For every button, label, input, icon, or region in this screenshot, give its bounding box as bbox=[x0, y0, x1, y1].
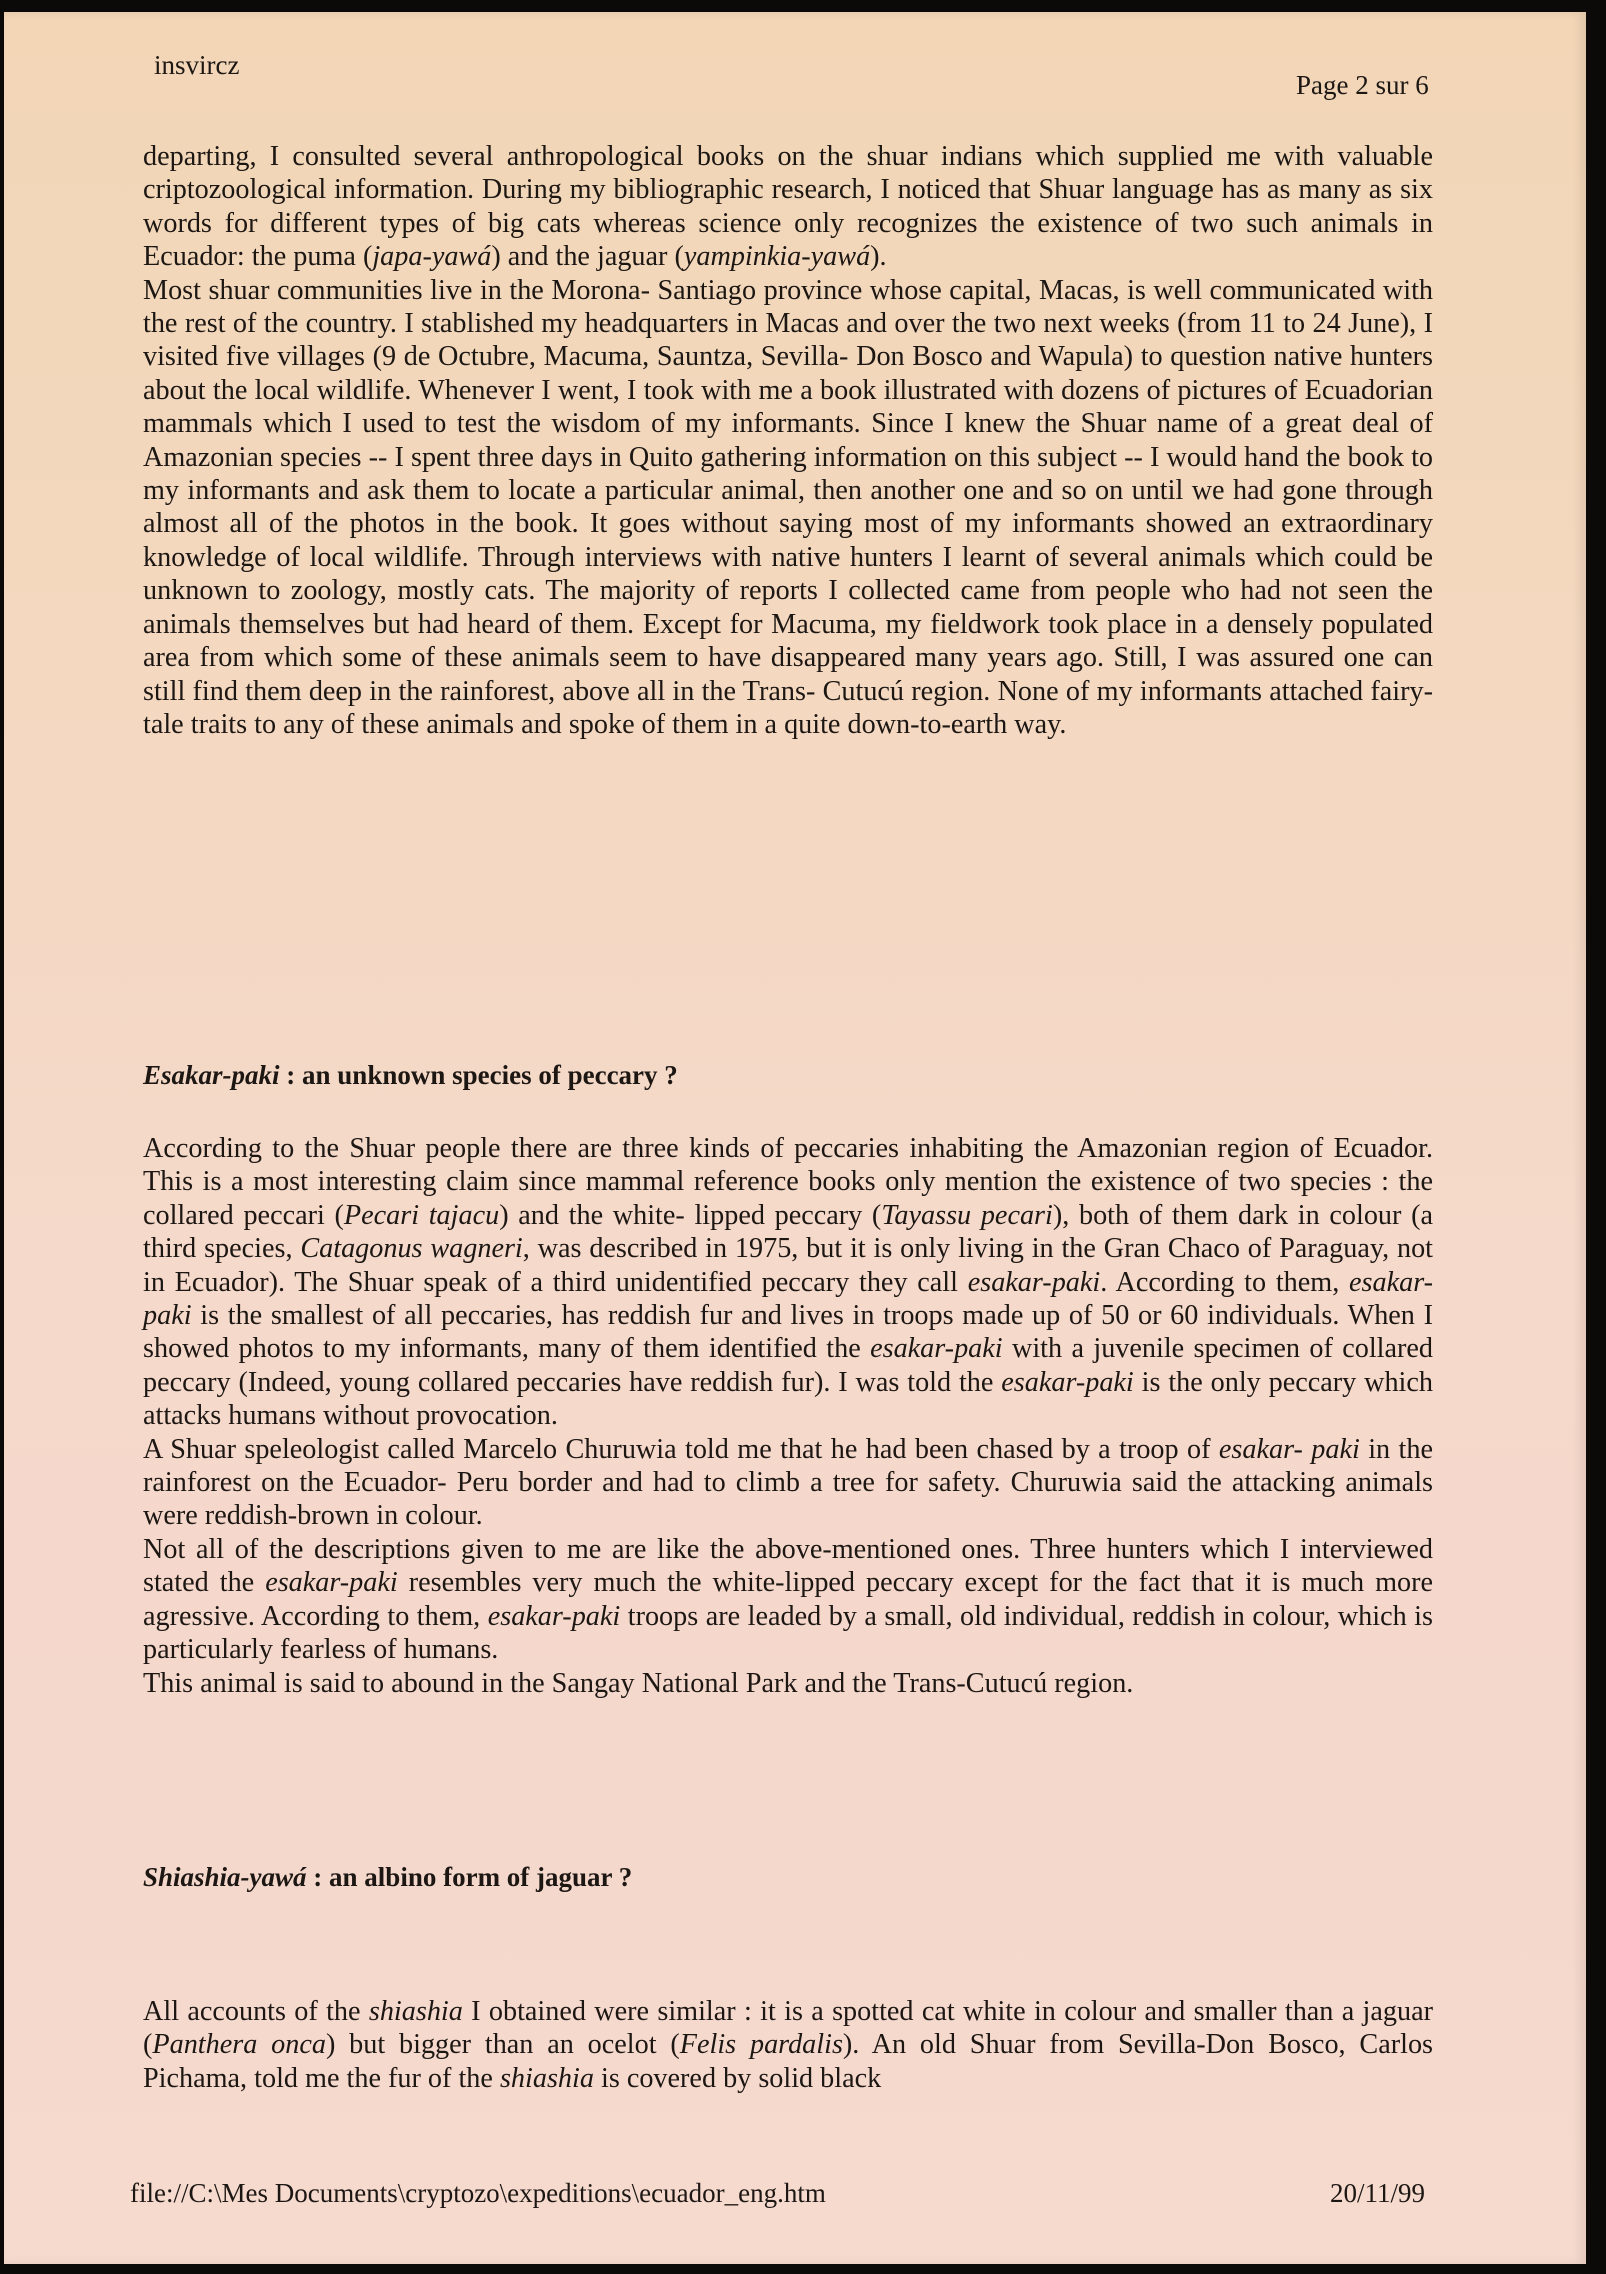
text-run: Not all of the descriptions given to me are like the above-mentioned ones. Three hunters which I interviewed stated the bbox=[143, 1533, 1433, 1599]
italic-term: esakar-paki bbox=[1001, 1366, 1134, 1398]
italic-term: Felis pardalis bbox=[679, 2029, 843, 2061]
paragraph bbox=[143, 1433, 1433, 1533]
text-run: troops are leaded by a small, old individual, reddish in colour, which is particularly fearless of humans. bbox=[143, 1600, 1433, 1666]
text-run: . According to them, bbox=[1100, 1266, 1350, 1298]
text-run: I obtained were similar : it is a spotted cat white in colour and smaller than a jaguar ( bbox=[143, 1996, 1433, 2061]
text-run: A Shuar speleologist called Marcelo Churuwia told me that he had been chased by a troop of bbox=[143, 1433, 1219, 1465]
italic-term: esakar-paki bbox=[143, 1266, 1433, 1332]
text-run: ). bbox=[870, 241, 887, 273]
paragraph bbox=[143, 274, 1433, 742]
text-run: is covered by solid black bbox=[593, 2062, 882, 2094]
text-run: ), both of them dark in colour (a third species, bbox=[143, 1199, 1433, 1265]
italic-term: Tayassu pecari bbox=[881, 1199, 1053, 1231]
italic-term: shiashia bbox=[499, 2062, 594, 2094]
text-run: All accounts of the bbox=[143, 1996, 369, 2027]
header-page-number: Page 2 sur 6 bbox=[1296, 70, 1429, 100]
heading-italic-term: Shiashia-yawá bbox=[143, 1862, 307, 1892]
text-run: This animal is said to abound in the Sangay National Park and the Trans-Cutucú region. bbox=[143, 1667, 1134, 1699]
text-run: departing, I consulted several anthropological books on the shuar indians which supplied me with valuable criptozoological information. During my bibliographic research, I noticed that Shuar language has as many as six words for different types of big cats whereas science only recognizes the existence of two such animals in Ecuador: the puma ( bbox=[143, 141, 1433, 273]
italic-term: shiashia bbox=[368, 1996, 463, 2027]
italic-term: Pecari tajacu bbox=[343, 1199, 500, 1231]
text-run: According to the Shuar people there are three kinds of peccaries inhabiting the Amazonian region of Ecuador. This is a most interesting claim since mammal reference books only mention the existence of two species : the collared peccari ( bbox=[143, 1133, 1433, 1231]
heading-rest: : an albino form of jaguar ? bbox=[306, 1862, 633, 1892]
italic-term: Panthera onca bbox=[152, 2029, 326, 2061]
italic-term: esakar- paki bbox=[1218, 1433, 1360, 1465]
italic-term: yampinkia-yawá bbox=[683, 241, 871, 273]
italic-term: Catagonus wagneri bbox=[300, 1233, 523, 1265]
paragraph bbox=[143, 1533, 1433, 1667]
paragraph bbox=[143, 1995, 1433, 2095]
footer-file-path: file://C:\Mes Documents\cryptozo\expeditions\ecuador_eng.htm bbox=[130, 2178, 826, 2208]
section-heading-esakar-paki bbox=[143, 1060, 678, 1091]
text-run: with a juvenile specimen of collared peccary (Indeed, young collared peccaries have reddish fur). I was told the bbox=[143, 1333, 1433, 1398]
heading-italic-term: Esakar-paki bbox=[143, 1060, 280, 1090]
paragraph bbox=[143, 140, 1433, 274]
text-run: ). An old Shuar from Sevilla-Don Bosco, Carlos Pichama, told me the fur of the bbox=[143, 2029, 1434, 2094]
italic-term: esakar-paki bbox=[870, 1333, 1003, 1365]
italic-term: esakar-paki bbox=[967, 1266, 1101, 1298]
text-run: is the smallest of all peccaries, has reddish fur and lives in troops made up of 50 or 60 individuals. When I showed photos to my informants, many of them identified the bbox=[143, 1300, 1433, 1365]
italic-term: esakar-paki bbox=[487, 1600, 621, 1632]
paragraph bbox=[143, 1132, 1433, 1433]
text-run: ) but bigger than an ocelot ( bbox=[325, 2029, 680, 2061]
text-run: ) and the white- lipped peccary ( bbox=[499, 1199, 882, 1231]
section-esakar-paki-body bbox=[143, 1132, 1433, 1700]
footer-date: 20/11/99 bbox=[1330, 2178, 1426, 2208]
header-site-name: insvircz bbox=[154, 50, 240, 80]
text-run: ) and the jaguar ( bbox=[491, 241, 684, 273]
text-run: is the only peccary which attacks humans without provocation. bbox=[143, 1366, 1433, 1432]
italic-term: esakar-paki bbox=[265, 1567, 398, 1599]
paragraph bbox=[143, 1667, 1433, 1700]
intro-text bbox=[143, 140, 1433, 741]
text-run: Most shuar communities live in the Morona- Santiago province whose capital, Macas, is well communicated with the rest of the country. I stablished my headquarters in Macas and over the two next weeks (from 11 to 24 June), I visited five villages (9 de Octubre, Macuma, Sauntza, Sevilla- Don Bosco and Wapula) to question native hunters about the local wildlife. Whenever I went, I took with me a book illustrated with dozens of pictures of Ecuadorian mammals which I used to test the wisdom of my informants. Since I knew the Shuar name of a great deal of Amazonian species -- I spent three days in Quito gathering information on this subject -- I would hand the book to my informants and ask them to locate a particular animal, then another one and so on until we had gone through almost all of the photos in the book. It goes without saying most of my informants showed an extraordinary knowledge of local wildlife. Through interviews with native hunters I learnt of several animals which could be unknown to zoology, mostly cats. The majority of reports I collected came from people who had not seen the animals themselves but had heard of them. Except for Macuma, my fieldwork took place in a densely populated area from which some of these animals seem to have disappeared many years ago. Still, I was assured one can still find them deep in the rainforest, above all in the Trans- Cutucú region. None of my informants attached fairy-tale traits to any of these animals and spoke of them in a quite down-to-earth way. bbox=[143, 274, 1433, 740]
section-heading-shiashia-yawa bbox=[143, 1862, 632, 1893]
section-shiashia-body bbox=[143, 1995, 1433, 2095]
text-run: resembles very much the white-lipped peccary except for the fact that it is much more agressive. According to them, bbox=[143, 1567, 1433, 1632]
text-run: in the rainforest on the Ecuador- Peru border and had to climb a tree for safety. Churuwia said the attacking animals were reddish-brown in colour. bbox=[143, 1433, 1433, 1532]
heading-rest: : an unknown species of peccary ? bbox=[279, 1060, 678, 1090]
text-run: , was described in 1975, but it is only living in the Gran Chaco of Paraguay, not in Ecuador). The Shuar speak of a third unidentified peccary they call bbox=[143, 1233, 1434, 1298]
italic-term: japa-yawá bbox=[372, 241, 492, 273]
